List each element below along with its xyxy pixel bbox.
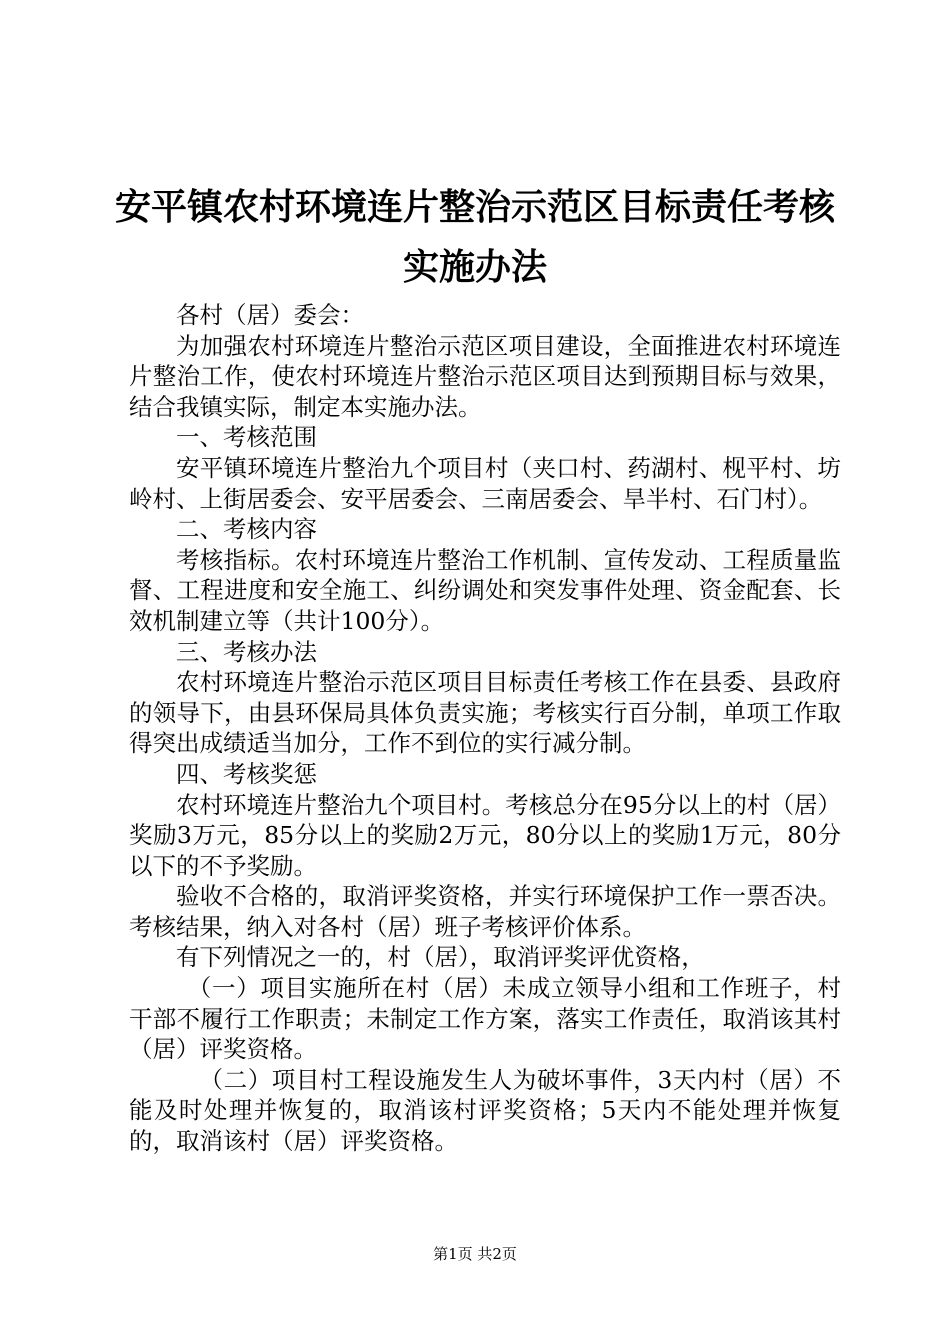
salutation: 各村（居）委会： <box>176 301 364 329</box>
paragraph-content: 考核指标。农村环境连片整治工作机制、宣传发动、工程质量监督、工程进度和安全施工、纠纷调处和突发事件处理、资金配套、长效机制建立等（共计100分）。 <box>129 545 841 635</box>
page-footer: 第1页 共2页 <box>433 1245 517 1263</box>
document-body <box>129 300 841 1157</box>
paragraph-conditions: 有下列情况之一的，村（居），取消评奖评优资格， <box>176 943 705 972</box>
paragraph-method: 农村环境连片整治示范区项目目标责任考核工作在县委、县政府的领导下，由县环保局具体负责实施；考核实行百分制，单项工作取得突出成绩适当加分，工作不到位的实行减分制。 <box>129 668 841 758</box>
paragraph-rewards: 农村环境连片整治九个项目村。考核总分在95分以上的村（居）奖励3万元，85分以上的奖励2万元，80分以上的奖励1万元，80分以下的不予奖励。 <box>129 790 841 880</box>
section-heading-rewards: 四、考核奖惩 <box>176 759 317 788</box>
paragraph-condition-2: （二）项目村工程设施发生人为破坏事件，3天内村（居）不能及时处理并恢复的，取消该村评奖资格；5天内不能处理并恢复的，取消该村（居）评奖资格。 <box>129 1065 841 1156</box>
section-heading-content: 二、考核内容 <box>176 515 317 544</box>
document-title-line1: 安平镇农村环境连片整治示范区目标责任考核 <box>114 187 835 228</box>
paragraph-intro: 为加强农村环境连片整治示范区项目建设，全面推进农村环境连片整治工作，使农村环境连片整治示范区项目达到预期目标与效果，结合我镇实际，制定本实施办法。 <box>129 331 841 421</box>
paragraph-condition-1: （一）项目实施所在村（居）未成立领导小组和工作班子，村干部不履行工作职责；未制定工作方案，落实工作责任，取消该其村（居）评奖资格。 <box>129 974 841 1064</box>
paragraph-veto: 验收不合格的，取消评奖资格，并实行环境保护工作一票否决。考核结果，纳入对各村（居）班子考核评价体系。 <box>129 882 841 941</box>
paragraph-scope: 安平镇环境连片整治九个项目村（夹口村、药湖村、枧平村、坊岭村、上街居委会、安平居委会、三南居委会、旱半村、石门村）。 <box>129 453 841 513</box>
section-heading-scope: 一、考核范围 <box>176 423 317 452</box>
section-heading-method: 三、考核办法 <box>176 637 317 666</box>
document-title-line2: 实施办法 <box>402 247 547 288</box>
